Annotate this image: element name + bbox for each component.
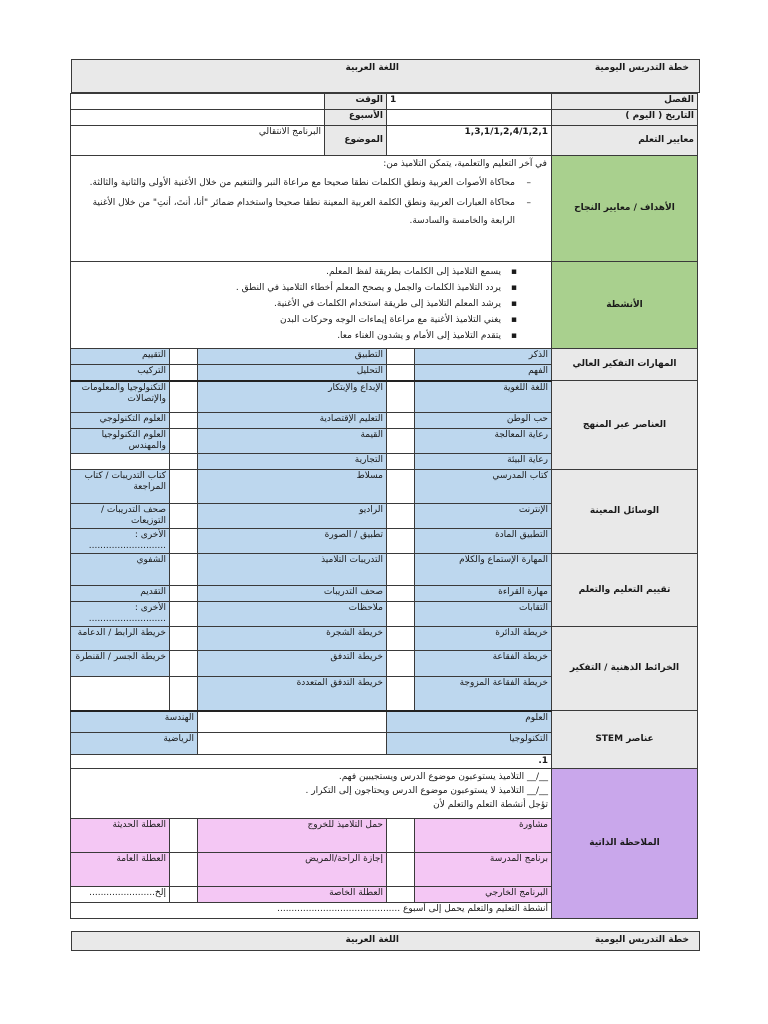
- cross-cell: رعاية البيئة: [415, 454, 552, 470]
- time-label: الوقت: [324, 94, 386, 110]
- hots-cell: الذكر: [415, 349, 552, 365]
- checkbox[interactable]: [386, 504, 414, 529]
- assessment-cell: مهارة القراءة: [415, 586, 552, 602]
- reflection-label: الملاحظة الذاتية: [552, 769, 698, 919]
- checkbox[interactable]: [169, 602, 197, 627]
- stem-cell: العلوم: [386, 711, 551, 733]
- cross-cell: العلوم التكنولوجي: [70, 413, 169, 429]
- cross-cell: التجارية: [197, 454, 386, 470]
- assessment-cell: ملاحظات: [197, 602, 386, 627]
- checkbox[interactable]: [386, 586, 414, 602]
- reflection-notes: [70, 769, 551, 819]
- checkbox[interactable]: [386, 887, 414, 903]
- stem-number: 1.: [70, 755, 551, 769]
- reflection-footer: أنشطة التعليم والتعلم يحمل إلى أسبوع ...........................................: [70, 903, 551, 919]
- checkbox[interactable]: [386, 627, 414, 651]
- aids-cell: صحف التدريبات / التوزيعات: [70, 504, 169, 529]
- maps-label: الخرائط الذهنية / التفكير: [552, 627, 698, 711]
- date-label: التاريخ ( اليوم ): [552, 110, 698, 126]
- checkbox[interactable]: [386, 554, 414, 586]
- objective-item: – محاكاة الأصوات العربية ونطق الكلمات نطقا صحيحا مع مراعاة النبر والتنغيم من خلال الأغنية الأولى والثانية والثالثة.: [75, 174, 519, 192]
- checkbox[interactable]: [169, 677, 197, 711]
- objectives-intro: في آخر التعليم والتعلمية، يتمكن التلاميذ من:: [383, 159, 547, 169]
- activity-item: ▪ يغني التلاميذ الأغنية مع مراعاة إيماءات الوجه وحركات البدن: [75, 313, 505, 327]
- reflection-line: __/__ التلاميذ يستوعبون موضوع الدرس ويستجيبين فهم.: [338, 772, 548, 782]
- page-header: [71, 59, 700, 93]
- aids-cell: كتاب المدرسي: [415, 470, 552, 504]
- activity-item: ▪ يسمع التلاميذ إلى الكلمات بطريقة لفظ المعلم.: [75, 265, 505, 279]
- checkbox[interactable]: [197, 733, 386, 755]
- cross-cell: التكنولوجيا والمعلومات والإتصالات: [70, 381, 169, 413]
- cross-label: العناصر عبر المنهج: [552, 381, 698, 470]
- subject-title: اللغة العربية: [345, 63, 399, 73]
- checkbox[interactable]: [386, 602, 414, 627]
- activities-cell: [70, 262, 551, 349]
- checkbox[interactable]: [386, 381, 414, 413]
- map-cell: خريطة الفقاعة المزوجة: [415, 677, 552, 711]
- reason-cell: حمل التلاميذ للخروج: [197, 819, 386, 853]
- hots-cell: الفهم: [415, 365, 552, 381]
- reason-cell: إجازة الراحة/المريض: [197, 853, 386, 887]
- checkbox[interactable]: [386, 365, 414, 381]
- activities-list: [75, 265, 517, 343]
- reason-cell: مشاورة: [415, 819, 552, 853]
- reason-cell: العطلة الحديثة: [70, 819, 169, 853]
- checkbox[interactable]: [169, 381, 197, 413]
- map-cell: خريطة التدفق: [197, 651, 386, 677]
- week-label: الأسبوع: [324, 110, 386, 126]
- reason-cell: البرنامج الخارجي: [415, 887, 552, 903]
- activity-item: ▪ يردد التلاميذ الكلمات والجمل و يصحح المعلم أخطاء التلاميذ في النطق .: [75, 281, 505, 295]
- activities-label: الأنشطة: [552, 262, 698, 349]
- checkbox[interactable]: [169, 554, 197, 586]
- checkbox[interactable]: [169, 651, 197, 677]
- checkbox[interactable]: [169, 819, 197, 853]
- cross-cell: الإبداع والإبتكار: [197, 381, 386, 413]
- stem-label: عناصر STEM: [552, 711, 698, 769]
- empty-cell: [70, 677, 169, 711]
- aids-cell: كتاب التدريبات / كتاب المراجعة: [70, 470, 169, 504]
- cross-cell: رعاية المعالجة: [415, 429, 552, 454]
- map-cell: خريطة التدفق المتعددة: [197, 677, 386, 711]
- checkbox[interactable]: [169, 470, 197, 504]
- aids-label: الوسائل المعينة: [552, 470, 698, 554]
- map-cell: خريطة الدائرة: [415, 627, 552, 651]
- subject-title: اللغة العربية: [345, 935, 399, 945]
- checkbox[interactable]: [386, 651, 414, 677]
- standards-value: 1,3,1/1,2,4/1,2,1: [386, 126, 551, 156]
- checkbox[interactable]: [169, 365, 197, 381]
- assessment-cell: الشفوي: [70, 554, 169, 586]
- aids-cell: التطبيق المادة: [415, 529, 552, 554]
- hots-cell: التحليل: [197, 365, 386, 381]
- assessment-cell: صحف التدريبات: [197, 586, 386, 602]
- map-cell: خريطة الرابط / الدعامة: [70, 627, 169, 651]
- checkbox[interactable]: [386, 677, 414, 711]
- aids-cell: الراديو: [197, 504, 386, 529]
- checkbox[interactable]: [169, 586, 197, 602]
- cross-cell: القيمة: [197, 429, 386, 454]
- checkbox[interactable]: [386, 413, 414, 429]
- empty-cell: [70, 454, 169, 470]
- checkbox[interactable]: [169, 413, 197, 429]
- class-label: الفصل: [552, 94, 698, 110]
- hots-label: المهارات التفكير العالي: [552, 349, 698, 381]
- checkbox[interactable]: [169, 529, 197, 554]
- activity-item: ▪ يرشد المعلم التلاميذ إلى طريقة استخدام الكلمات في الأغنية.: [75, 297, 505, 311]
- checkbox[interactable]: [169, 429, 197, 454]
- map-cell: خريطة الشجرة: [197, 627, 386, 651]
- reflection-line: __/__ التلاميذ لا يستوعبون موضوع الدرس ويحتاجون إلى التكرار .: [305, 786, 548, 796]
- stem-cell: التكنولوجيا: [386, 733, 551, 755]
- activity-item: ▪ يتقدم التلاميذ إلى الأمام و يشدون الغناء معا.: [75, 329, 505, 343]
- aids-cell: الإنترنت: [415, 504, 552, 529]
- reflection-line: تؤجل أنشطة التعلم والتعلم لأن: [433, 800, 548, 810]
- checkbox[interactable]: [386, 529, 414, 554]
- checkbox[interactable]: [169, 887, 197, 903]
- checkbox[interactable]: [386, 819, 414, 853]
- lesson-plan-table: [71, 93, 698, 919]
- topic-value: البرنامج الانتقالي: [70, 126, 324, 156]
- time-value[interactable]: [70, 94, 324, 110]
- checkbox[interactable]: [386, 429, 414, 454]
- reason-cell: برنامج المدرسة: [415, 853, 552, 887]
- reason-other[interactable]: إلخ.......................: [70, 887, 169, 903]
- map-cell: خريطة الجسر / القنطرة: [70, 651, 169, 677]
- plan-title: خطة التدريس اليومية: [594, 935, 689, 945]
- cross-cell: اللغة اللغوية: [415, 381, 552, 413]
- checkbox[interactable]: [386, 470, 414, 504]
- checkbox[interactable]: [169, 853, 197, 887]
- assessment-cell: التقديم: [70, 586, 169, 602]
- checkbox[interactable]: [169, 504, 197, 529]
- checkbox[interactable]: [197, 711, 386, 733]
- aids-cell: مسلاط: [197, 470, 386, 504]
- cross-cell: العلوم التكنولوجيا والمهندس: [70, 429, 169, 454]
- checkbox[interactable]: [386, 853, 414, 887]
- map-cell: خريطة الفقاعة: [415, 651, 552, 677]
- stem-cell: الرياضية: [70, 733, 197, 755]
- checkbox[interactable]: [169, 627, 197, 651]
- assessment-cell: التقابات: [415, 602, 552, 627]
- objectives-list: [75, 174, 531, 230]
- hots-cell: التطبيق: [197, 349, 386, 365]
- checkbox[interactable]: [386, 454, 414, 470]
- aids-cell: تطبيق / الصورة: [197, 529, 386, 554]
- objectives-cell: [70, 156, 551, 262]
- hots-cell: التركيب: [70, 365, 169, 381]
- reason-cell: العطلة الخاصة: [197, 887, 386, 903]
- date-value[interactable]: [386, 110, 551, 126]
- checkbox[interactable]: [169, 454, 197, 470]
- next-page-header: [71, 931, 700, 951]
- assessment-other[interactable]: الأخرى : ...........................: [70, 602, 169, 627]
- class-value: 1: [386, 94, 551, 110]
- stem-cell: الهندسة: [70, 711, 197, 733]
- assessment-cell: التدريبات التلاميذ: [197, 554, 386, 586]
- hots-cell: التقييم: [70, 349, 169, 365]
- checkbox[interactable]: [386, 349, 414, 365]
- assessment-label: تقييم التعليم والتعلم: [552, 554, 698, 627]
- objectives-label: الأهداف / معايير النجاح: [552, 156, 698, 262]
- aids-other[interactable]: الأخرى : ...........................: [70, 529, 169, 554]
- reason-cell: العطلة العامة: [70, 853, 169, 887]
- week-value[interactable]: [70, 110, 324, 126]
- standards-label: معايير التعلم: [552, 126, 698, 156]
- assessment-cell: المهارة الإستماع والكلام: [415, 554, 552, 586]
- cross-cell: التعليم الإقتصادية: [197, 413, 386, 429]
- objective-item: – محاكاة العبارات العربية ونطق الكلمة العربية المعينة نطقا صحيحا واستخدام ضمائر "أنا، أنتَ، أنتِ" من خلال الأغنية الرابعة والخامسة والسادسة.: [75, 194, 519, 230]
- topic-label: الموضوع: [324, 126, 386, 156]
- checkbox[interactable]: [169, 349, 197, 365]
- plan-title: خطة التدريس اليومية: [594, 63, 689, 73]
- cross-cell: حب الوطن: [415, 413, 552, 429]
